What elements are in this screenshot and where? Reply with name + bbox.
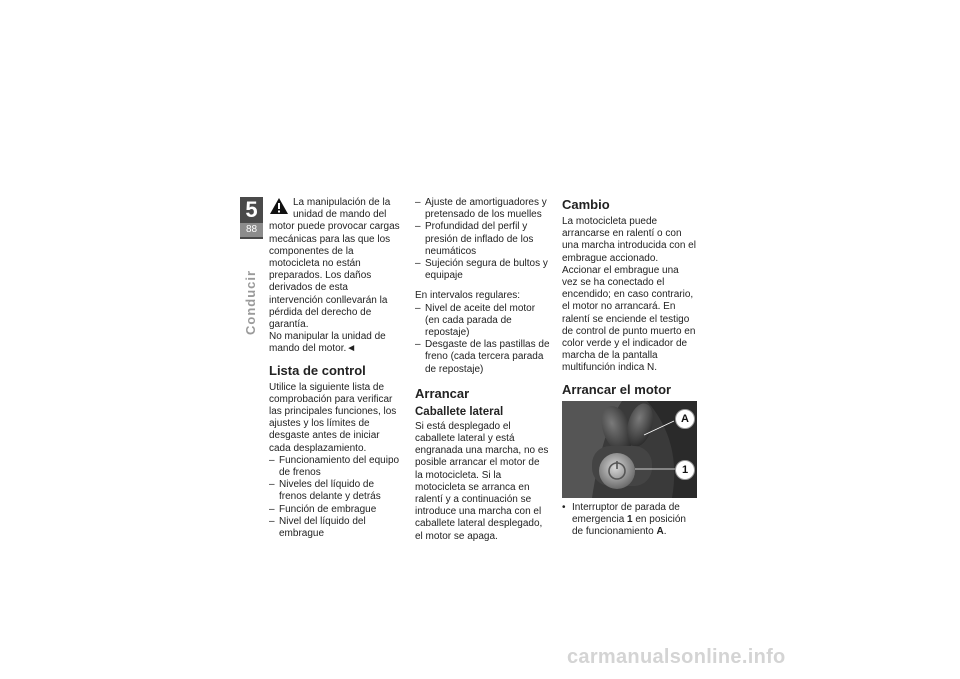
checklist-continued: [415, 197, 550, 282]
side-stand-text: Si está desplegado el caballete lateral y está engranada una marcha, no es posible arrancar el motor de la motocicleta. Si la motocicleta se arranca en ralentí y a continuación se introduce una marcha con el caballete lateral desplegado, el motor se apaga.: [415, 420, 549, 542]
list-item: – Ajuste de amortiguadores y pretensado de los muelles: [415, 197, 550, 221]
column-3: [562, 197, 697, 538]
list-item: – Nivel del líquido del embrague: [269, 516, 404, 540]
column-1: [269, 197, 404, 540]
chapter-number: 5: [245, 197, 258, 222]
callout-a: A: [675, 409, 695, 429]
step-text: .: [663, 526, 667, 538]
callout-1: 1: [675, 460, 695, 480]
chapter-tab: [240, 197, 263, 239]
switch-photo: [562, 401, 697, 498]
page-number: 88: [240, 223, 263, 237]
heading-gear: Cambio: [562, 197, 610, 212]
list-item: – Funcionamiento del equipo de frenos: [269, 455, 404, 479]
checklist: [269, 455, 404, 540]
list-item: – Sujeción segura de bultos y equipaje: [415, 258, 550, 282]
heading-start: Arrancar: [415, 385, 470, 401]
checklist-intro: Utilice la siguiente lista de comprobación para verificar las principales funciones, los ajustes y los límites de desgaste antes de iniciar cada desplazamiento.: [269, 381, 397, 454]
watermark: carmanualsonline.info: [567, 646, 786, 668]
heading-checklist: Lista de control: [269, 362, 366, 378]
list-item: – Nivel de aceite del motor (en cada parada de repostaje): [415, 303, 550, 340]
column-2: [415, 197, 550, 543]
regular-intro: En intervalos regulares:: [415, 290, 521, 302]
regular-list: [415, 303, 550, 376]
list-item: – Función de embrague: [269, 504, 404, 516]
chapter-label: Conducir: [243, 269, 258, 335]
warning-note: No manipular la unidad de mando del motor.◄: [269, 331, 386, 355]
step-text: Interruptor de parada de emergencia: [572, 501, 680, 525]
ref-a: A: [656, 526, 664, 538]
step-text: en posición de funcionamiento: [572, 513, 686, 538]
warning-text: La manipulación de la unidad de mando del motor puede provocar cargas mecánicas para las que los componentes de la motocicleta no están preparados. Los daños derivados de esta intervención conllevarán la pérdida del derecho de garantía.: [269, 197, 400, 331]
list-item: [562, 502, 697, 539]
list-item: – Profundidad del perfil y presión de inflado de los neumáticos: [415, 221, 550, 258]
heading-side-stand: Caballete lateral: [415, 405, 504, 418]
list-item: – Niveles del líquido de frenos delante y detrás: [269, 479, 404, 503]
gear-text: La motocicleta puede arrancarse en ralentí o con una marcha introducida con el embrague accionado. Accionar el embrague una vez se ha conectado el encendido; en caso contrario, el motor no arrancará. En ralentí se enciende el testigo de control de punto muerto en color verde y el indicador de marcha de la pantalla multifunción indica N.: [562, 216, 696, 374]
list-item: – Desgaste de las pastillas de freno (cada tercera parada de repostaje): [415, 339, 550, 376]
warning-icon: [269, 197, 289, 215]
ref-1: 1: [627, 513, 633, 525]
engine-start-steps: [562, 502, 697, 539]
heading-engine-start: Arrancar el motor: [562, 381, 672, 397]
